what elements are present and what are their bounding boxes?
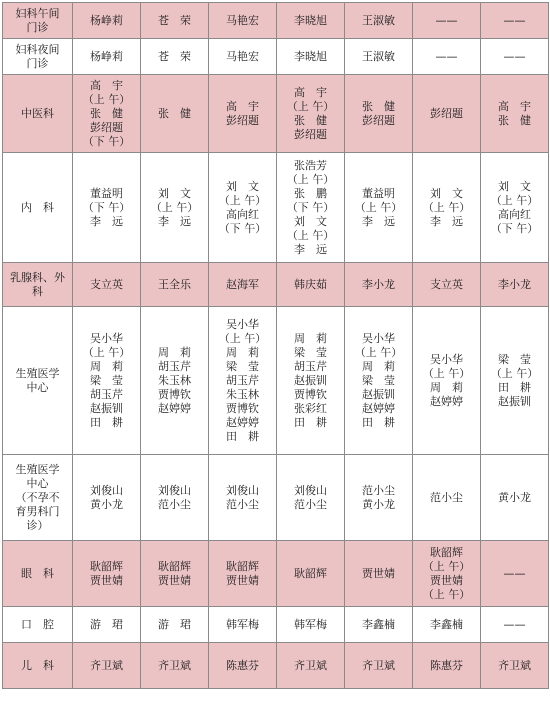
doctor-cell: 耿韶辉 贾世婧 (73, 541, 141, 607)
doctor-cell: 张 健 (141, 75, 209, 153)
department-name: 乳腺科、外 科 (3, 263, 73, 307)
schedule-row (3, 455, 549, 541)
doctor-cell: 韩庆茹 (277, 263, 345, 307)
doctor-cell: 刘 文 （上 午） 李 远 (141, 153, 209, 263)
doctor-cell: 范小尘 (413, 455, 481, 541)
schedule-row (3, 643, 549, 689)
doctor-cell: 耿韶辉 (277, 541, 345, 607)
doctor-cell: 王全乐 (141, 263, 209, 307)
doctor-cell: 杨峥莉 (73, 39, 141, 75)
doctor-cell: 马艳宏 (209, 3, 277, 39)
doctor-cell: 吴小华 （上 午） 周 莉 梁 莹 胡玉芹 朱玉林 贾博钦 赵婷婷 田 耕 (209, 307, 277, 455)
schedule-row (3, 607, 549, 643)
doctor-cell: 高 宇 张 健 (481, 75, 549, 153)
doctor-cell: 韩军梅 (209, 607, 277, 643)
doctor-cell: 李晓旭 (277, 39, 345, 75)
doctor-cell: 董益明 （下 午） 李 远 (73, 153, 141, 263)
department-name: 妇科午间 门诊 (3, 3, 73, 39)
doctor-cell: 陈惠芬 (413, 643, 481, 689)
doctor-cell: 李鑫楠 (413, 607, 481, 643)
schedule-row (3, 153, 549, 263)
doctor-cell: 吴小华 （上 午） 周 莉 梁 莹 胡玉芹 赵振钏 田 耕 (73, 307, 141, 455)
doctor-cell: 苍 荣 (141, 3, 209, 39)
doctor-cell: 齐卫斌 (73, 643, 141, 689)
doctor-cell: 齐卫斌 (345, 643, 413, 689)
doctor-cell: 周 莉 梁 莹 胡玉芹 赵振钏 贾博钦 张彩红 田 耕 (277, 307, 345, 455)
doctor-cell: 支立英 (73, 263, 141, 307)
doctor-cell: 支立英 (413, 263, 481, 307)
doctor-cell: 刘俊山 范小尘 (141, 455, 209, 541)
schedule-row (3, 541, 549, 607)
doctor-cell: 王淑敏 (345, 3, 413, 39)
doctor-cell: —— (481, 39, 549, 75)
doctor-cell: 刘 文 （上 午） 李 远 (413, 153, 481, 263)
doctor-cell: 吴小华 （上 午） 周 莉 梁 莹 赵振钏 赵婷婷 田 耕 (345, 307, 413, 455)
doctor-cell: 高 宇 彭绍题 (209, 75, 277, 153)
doctor-cell: 陈惠芬 (209, 643, 277, 689)
doctor-cell: 李鑫楠 (345, 607, 413, 643)
doctor-cell: —— (413, 3, 481, 39)
department-name: 内 科 (3, 153, 73, 263)
doctor-cell: 周 莉 胡玉芹 朱玉林 贾博钦 赵婷婷 (141, 307, 209, 455)
doctor-cell: 李小龙 (345, 263, 413, 307)
doctor-cell: 齐卫斌 (481, 643, 549, 689)
doctor-cell: 张浩芳 （上 午） 张 鹏 （下 午） 刘 文 （上 午） 李 远 (277, 153, 345, 263)
doctor-cell: 赵海军 (209, 263, 277, 307)
schedule-row (3, 75, 549, 153)
doctor-cell: —— (413, 39, 481, 75)
doctor-cell: 齐卫斌 (277, 643, 345, 689)
doctor-cell: 李晓旭 (277, 3, 345, 39)
doctor-cell: —— (481, 541, 549, 607)
schedule-row (3, 39, 549, 75)
doctor-cell: 刘俊山 黄小龙 (73, 455, 141, 541)
doctor-cell: 黄小龙 (481, 455, 549, 541)
doctor-cell: 耿韶辉 （上 午） 贾世婧 （上 午） (413, 541, 481, 607)
schedule-row (3, 307, 549, 455)
doctor-cell: 高 宇 （上 午） 张 健 彭绍题 (277, 75, 345, 153)
doctor-cell: —— (481, 607, 549, 643)
doctor-cell: 刘 文 （上 午） 高向红 （下 午） (481, 153, 549, 263)
doctor-cell: 贾世婧 (345, 541, 413, 607)
doctor-cell: 马艳宏 (209, 39, 277, 75)
doctor-cell: —— (481, 3, 549, 39)
doctor-cell: 吴小华 （上 午） 周 莉 赵婷婷 (413, 307, 481, 455)
schedule-row (3, 263, 549, 307)
doctor-cell: 刘俊山 范小尘 (277, 455, 345, 541)
doctor-cell: 彭绍题 (413, 75, 481, 153)
doctor-cell: 梁 莹 （上 午） 田 耕 赵振钏 (481, 307, 549, 455)
doctor-cell: 苍 荣 (141, 39, 209, 75)
doctor-cell: 游 珺 (73, 607, 141, 643)
clinic-schedule-table (2, 2, 549, 689)
doctor-cell: 游 珺 (141, 607, 209, 643)
doctor-cell: 高 宇 （上 午） 张 健 彭绍题 （下 午） (73, 75, 141, 153)
doctor-cell: 耿韶辉 贾世婧 (209, 541, 277, 607)
doctor-cell: 刘俊山 范小尘 (209, 455, 277, 541)
doctor-cell: 耿韶辉 贾世婧 (141, 541, 209, 607)
department-name: 妇科夜间 门诊 (3, 39, 73, 75)
department-name: 口 腔 (3, 607, 73, 643)
doctor-cell: 董益明 （上 午） 李 远 (345, 153, 413, 263)
doctor-cell: 张 健 彭绍题 (345, 75, 413, 153)
department-name: 生殖医学 中心 (3, 307, 73, 455)
schedule-row (3, 3, 549, 39)
department-name: 生殖医学 中心 （不孕不 育男科门 诊） (3, 455, 73, 541)
doctor-cell: 范小尘 黄小龙 (345, 455, 413, 541)
department-name: 中医科 (3, 75, 73, 153)
doctor-cell: 王淑敏 (345, 39, 413, 75)
department-name: 儿 科 (3, 643, 73, 689)
doctor-cell: 韩军梅 (277, 607, 345, 643)
doctor-cell: 杨峥莉 (73, 3, 141, 39)
doctor-cell: 李小龙 (481, 263, 549, 307)
department-name: 眼 科 (3, 541, 73, 607)
doctor-cell: 刘 文 （上 午） 高向红 （下 午） (209, 153, 277, 263)
doctor-cell: 齐卫斌 (141, 643, 209, 689)
